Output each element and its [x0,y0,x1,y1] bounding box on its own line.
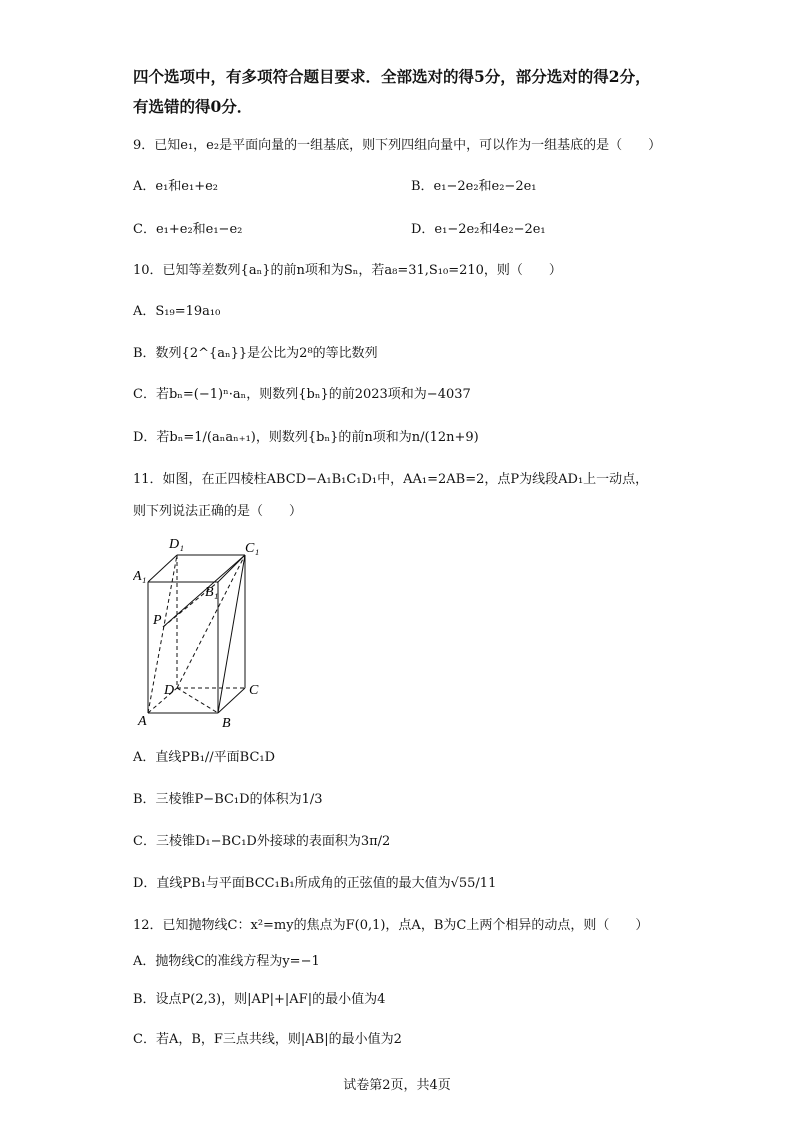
q12-option-a: A．抛物线C的准线方程为y=−1 [133,954,320,969]
label-b1: B₁ [205,585,219,600]
q11-option-d: D．直线PB₁与平面BCC₁B₁所成角的正弦值的最大值为√55/11 [133,876,497,891]
q10-option-c: C．若bₙ=(−1)ⁿ·aₙ，则数列{bₙ}的前2023项和为−4037 [133,387,471,402]
q12-option-c: C．若A，B，F三点共线，则|AB|的最小值为2 [133,1032,402,1047]
q9-stem: 9．已知e₁，e₂是平面向量的一组基底，则下列四组向量中，可以作为一组基底的是（ ） [133,138,662,153]
label-a: A [138,714,147,729]
q10-option-a: A．S₁₉=19a₁₀ [133,304,221,319]
q12-stem: 12．已知抛物线C：x²=my的焦点为F(0,1)，点A，B为C上两个相异的动点，则（ ） [133,918,649,933]
q9-option-a: A．e₁和e₁+e₂ [133,179,218,194]
q9-option-d: D．e₁−2e₂和4e₂−2e₁ [411,222,546,237]
q11-option-c: C．三棱锥D₁−BC₁D外接球的表面积为3π/2 [133,834,391,849]
q11-option-a: A．直线PB₁//平面BC₁D [133,750,276,765]
instructions-line1: 四个选项中，有多项符合题目要求．全部选对的得5分，部分选对的得2分， [133,67,651,86]
q10-option-b: B．数列{2^{aₙ}}是公比为2⁸的等比数列 [133,346,378,361]
prism-figure [133,532,273,732]
prism-diagram [133,532,273,732]
label-c: C [249,683,259,698]
label-p: P [153,613,162,628]
q11-stem-line1: 11．如图，在正四棱柱ABCD−A₁B₁C₁D₁中，AA₁=2AB=2，点P为线段AD₁上一动点， [133,472,649,487]
label-a1: A₁ [133,569,147,584]
label-b: B [222,716,231,731]
q10-stem: 10．已知等差数列{aₙ}的前n项和为Sₙ，若a₈=31,S₁₀=210，则（ ） [133,263,562,278]
label-d1: D₁ [169,537,184,552]
q9-option-b: B．e₁−2e₂和e₂−2e₁ [411,179,537,194]
label-c1: C₁ [245,541,260,556]
q9-option-c: C．e₁+e₂和e₁−e₂ [133,222,243,237]
q11-option-b: B．三棱锥P−BC₁D的体积为1/3 [133,792,323,807]
q10-option-d: D．若bₙ=1/(aₙaₙ₊₁)，则数列{bₙ}的前n项和为n/(12n+9) [133,430,479,445]
page-footer: 试卷第2页，共4页 [343,1078,451,1093]
instructions-line2: 有选错的得0分． [133,97,253,116]
label-d: D [164,683,175,698]
q12-option-b: B．设点P(2,3)，则|AP|+|AF|的最小值为4 [133,992,386,1007]
q11-stem-line2: 则下列说法正确的是（ ） [133,504,303,519]
